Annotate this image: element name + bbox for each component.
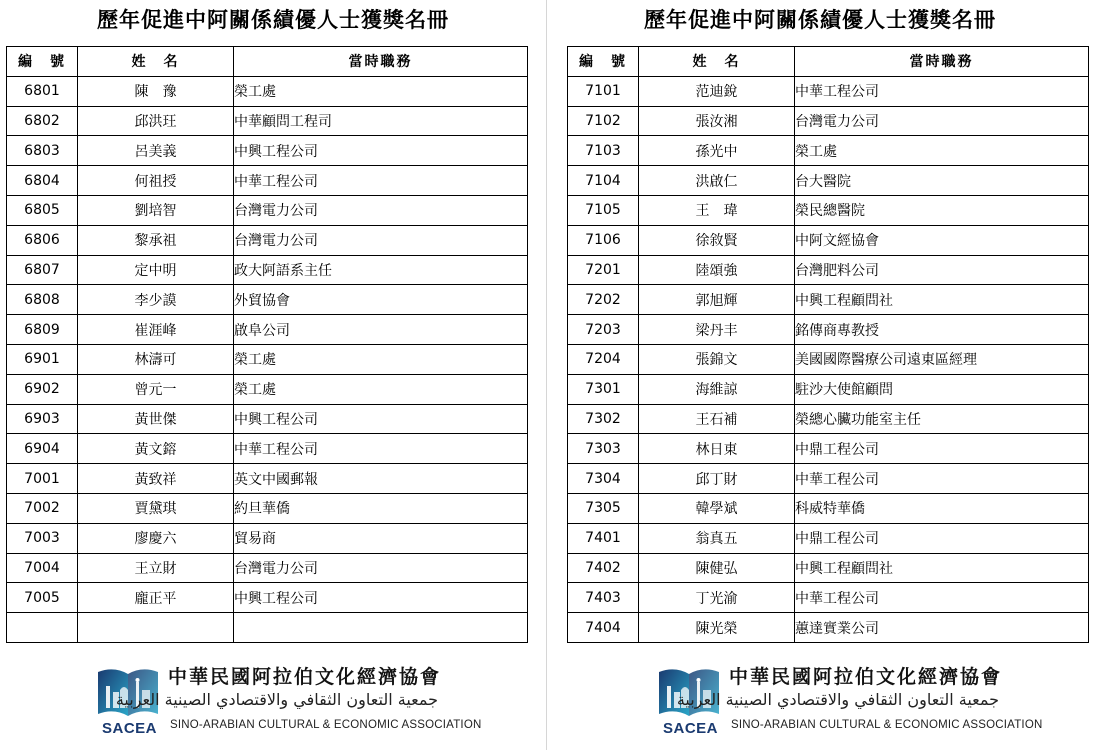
position-cell: 中華工程公司 — [234, 166, 528, 196]
logo-english-name: SINO-ARABIAN CULTURAL & ECONOMIC ASSOCIATION — [731, 719, 1043, 731]
table-row — [568, 404, 1089, 434]
position-cell — [234, 613, 528, 643]
recipient-name-cell: 陳 豫 — [78, 76, 234, 106]
award-number-cell: 6804 — [7, 166, 78, 196]
table-row — [568, 613, 1089, 643]
table-row — [568, 374, 1089, 404]
table-row — [568, 106, 1089, 136]
table-row — [568, 553, 1089, 583]
recipient-name-cell: 劉培智 — [78, 195, 234, 225]
table-header-row — [568, 47, 1089, 77]
table-row — [7, 374, 528, 404]
table-row — [568, 315, 1089, 345]
recipient-name-cell: 郭旭輝 — [639, 285, 795, 315]
recipient-name-cell: 范迪銳 — [639, 76, 795, 106]
award-number-cell: 7005 — [7, 583, 78, 613]
position-cell: 中華顧問工程司 — [234, 106, 528, 136]
association-logo — [96, 662, 482, 740]
award-number-cell: 6903 — [7, 404, 78, 434]
position-cell: 貿易商 — [234, 523, 528, 553]
left-page — [0, 0, 546, 750]
award-number-cell: 7101 — [568, 76, 639, 106]
recipient-name-cell: 張錦文 — [639, 344, 795, 374]
award-number-cell: 7003 — [7, 523, 78, 553]
logo-acronym: SACEA — [663, 720, 719, 737]
association-logo — [657, 662, 1043, 740]
table-row — [7, 523, 528, 553]
recipient-name-cell: 陳健弘 — [639, 553, 795, 583]
table-row — [7, 613, 528, 643]
position-cell: 台灣電力公司 — [234, 553, 528, 583]
recipient-name-cell: 邱丁財 — [639, 464, 795, 494]
table-row — [568, 136, 1089, 166]
award-number-cell: 7301 — [568, 374, 639, 404]
award-number-cell: 7105 — [568, 195, 639, 225]
table-row — [568, 464, 1089, 494]
award-number-cell: 7103 — [568, 136, 639, 166]
table-row — [7, 553, 528, 583]
logo-english-name: SINO-ARABIAN CULTURAL & ECONOMIC ASSOCIATION — [170, 719, 482, 731]
position-cell: 中華工程公司 — [234, 434, 528, 464]
award-number-cell: 7204 — [568, 344, 639, 374]
logo-acronym: SACEA — [102, 720, 158, 737]
position-cell: 台灣電力公司 — [234, 195, 528, 225]
table-row — [7, 136, 528, 166]
recipient-name-cell: 李少謨 — [78, 285, 234, 315]
header-name: 姓 名 — [639, 47, 795, 77]
award-number-cell: 6904 — [7, 434, 78, 464]
recipient-name-cell: 曾元一 — [78, 374, 234, 404]
award-number-cell: 7002 — [7, 493, 78, 523]
table-row — [7, 76, 528, 106]
recipient-name-cell: 王 瑋 — [639, 195, 795, 225]
position-cell: 台灣電力公司 — [234, 225, 528, 255]
award-number-cell: 7303 — [568, 434, 639, 464]
recipient-name-cell: 定中明 — [78, 255, 234, 285]
header-position: 當時職務 — [234, 47, 528, 77]
logo-arabic-name: جمعية التعاون الثقافي والاقتصادي الصينية العربية — [115, 690, 438, 709]
page-title: 歷年促進中阿關係績優人士獲獎名冊 — [644, 7, 996, 32]
table-row — [7, 404, 528, 434]
position-cell: 台灣電力公司 — [795, 106, 1089, 136]
recipient-name-cell: 何祖授 — [78, 166, 234, 196]
position-cell: 約旦華僑 — [234, 493, 528, 523]
award-number-cell: 7404 — [568, 613, 639, 643]
position-cell: 科威特華僑 — [795, 493, 1089, 523]
recipient-name-cell: 張汝湘 — [639, 106, 795, 136]
position-cell: 中興工程公司 — [234, 136, 528, 166]
recipient-name-cell: 黎承祖 — [78, 225, 234, 255]
position-cell: 榮工處 — [234, 344, 528, 374]
recipient-name-cell: 廖慶六 — [78, 523, 234, 553]
header-name: 姓 名 — [78, 47, 234, 77]
table-row — [568, 76, 1089, 106]
recipient-name-cell: 崔涯峰 — [78, 315, 234, 345]
table-row — [568, 166, 1089, 196]
recipient-name-cell: 黃文鎔 — [78, 434, 234, 464]
table-row — [7, 493, 528, 523]
award-number-cell: 7202 — [568, 285, 639, 315]
award-number-cell: 6802 — [7, 106, 78, 136]
logo-chinese-name: 中華民國阿拉伯文化經濟協會 — [729, 666, 1003, 688]
recipient-name-cell: 梁丹丰 — [639, 315, 795, 345]
table-row — [7, 285, 528, 315]
award-number-cell: 6801 — [7, 76, 78, 106]
table-row — [568, 583, 1089, 613]
table-row — [7, 255, 528, 285]
recipient-name-cell — [78, 613, 234, 643]
recipient-name-cell: 黃世傑 — [78, 404, 234, 434]
award-number-cell: 7201 — [568, 255, 639, 285]
award-number-cell: 7001 — [7, 464, 78, 494]
award-number-cell: 6809 — [7, 315, 78, 345]
recipient-name-cell: 黃致祥 — [78, 464, 234, 494]
header-position: 當時職務 — [795, 47, 1089, 77]
table-header-row — [7, 47, 528, 77]
award-number-cell: 6803 — [7, 136, 78, 166]
position-cell: 政大阿語系主任 — [234, 255, 528, 285]
recipient-name-cell: 陳光榮 — [639, 613, 795, 643]
position-cell: 榮工處 — [234, 374, 528, 404]
award-number-cell: 6902 — [7, 374, 78, 404]
recipient-name-cell: 徐敘賢 — [639, 225, 795, 255]
logo-arabic-name: جمعية التعاون الثقافي والاقتصادي الصينية العربية — [676, 690, 999, 709]
award-number-cell: 6808 — [7, 285, 78, 315]
position-cell: 中鼎工程公司 — [795, 434, 1089, 464]
position-cell: 中興工程公司 — [234, 583, 528, 613]
award-roster-table — [6, 46, 528, 643]
header-number: 編 號 — [568, 47, 639, 77]
position-cell: 台大醫院 — [795, 166, 1089, 196]
recipient-name-cell: 邱洪玨 — [78, 106, 234, 136]
table-row — [568, 344, 1089, 374]
award-number-cell: 6806 — [7, 225, 78, 255]
recipient-name-cell: 洪啟仁 — [639, 166, 795, 196]
recipient-name-cell: 陸頌強 — [639, 255, 795, 285]
award-number-cell: 6805 — [7, 195, 78, 225]
table-row — [568, 493, 1089, 523]
recipient-name-cell: 王石補 — [639, 404, 795, 434]
table-row — [7, 195, 528, 225]
recipient-name-cell: 賈黛琪 — [78, 493, 234, 523]
position-cell: 中華工程公司 — [795, 464, 1089, 494]
position-cell: 銘傳商專教授 — [795, 315, 1089, 345]
position-cell: 中興工程顧問社 — [795, 285, 1089, 315]
award-number-cell: 6901 — [7, 344, 78, 374]
position-cell: 外貿協會 — [234, 285, 528, 315]
recipient-name-cell: 呂美義 — [78, 136, 234, 166]
award-number-cell: 7106 — [568, 225, 639, 255]
recipient-name-cell: 孫光中 — [639, 136, 795, 166]
recipient-name-cell: 林濤可 — [78, 344, 234, 374]
award-number-cell: 7203 — [568, 315, 639, 345]
award-number-cell: 7403 — [568, 583, 639, 613]
award-roster-table — [567, 46, 1089, 643]
award-number-cell: 7401 — [568, 523, 639, 553]
table-row — [568, 225, 1089, 255]
table-row — [7, 344, 528, 374]
position-cell: 美國國際醫療公司遠東區經理 — [795, 344, 1089, 374]
position-cell: 台灣肥料公司 — [795, 255, 1089, 285]
award-number-cell: 7302 — [568, 404, 639, 434]
award-number-cell: 7104 — [568, 166, 639, 196]
table-row — [7, 434, 528, 464]
award-number-cell: 7305 — [568, 493, 639, 523]
award-number-cell: 7004 — [7, 553, 78, 583]
position-cell: 榮總心臟功能室主任 — [795, 404, 1089, 434]
recipient-name-cell: 翁真五 — [639, 523, 795, 553]
position-cell: 中鼎工程公司 — [795, 523, 1089, 553]
right-page — [547, 0, 1093, 750]
recipient-name-cell: 丁光渝 — [639, 583, 795, 613]
header-number: 編 號 — [7, 47, 78, 77]
award-number-cell: 7304 — [568, 464, 639, 494]
recipient-name-cell: 王立財 — [78, 553, 234, 583]
position-cell: 啟阜公司 — [234, 315, 528, 345]
recipient-name-cell: 龐正平 — [78, 583, 234, 613]
award-number-cell — [7, 613, 78, 643]
table-row — [568, 255, 1089, 285]
position-cell: 中興工程顧問社 — [795, 553, 1089, 583]
table-row — [7, 225, 528, 255]
table-row — [568, 434, 1089, 464]
award-number-cell: 7102 — [568, 106, 639, 136]
position-cell: 中興工程公司 — [234, 404, 528, 434]
position-cell: 蕙達實業公司 — [795, 613, 1089, 643]
table-row — [7, 106, 528, 136]
position-cell: 榮工處 — [795, 136, 1089, 166]
table-row — [7, 583, 528, 613]
position-cell: 駐沙大使館顧問 — [795, 374, 1089, 404]
page-title: 歷年促進中阿關係績優人士獲獎名冊 — [97, 7, 449, 32]
position-cell: 中阿文經協會 — [795, 225, 1089, 255]
logo-chinese-name: 中華民國阿拉伯文化經濟協會 — [168, 666, 442, 688]
table-row — [7, 464, 528, 494]
award-number-cell: 7402 — [568, 553, 639, 583]
position-cell: 榮工處 — [234, 76, 528, 106]
recipient-name-cell: 林日東 — [639, 434, 795, 464]
award-number-cell: 6807 — [7, 255, 78, 285]
position-cell: 中華工程公司 — [795, 583, 1089, 613]
table-row — [7, 315, 528, 345]
recipient-name-cell: 韓學斌 — [639, 493, 795, 523]
position-cell: 榮民總醫院 — [795, 195, 1089, 225]
position-cell: 英文中國郵報 — [234, 464, 528, 494]
recipient-name-cell: 海維諒 — [639, 374, 795, 404]
table-row — [568, 285, 1089, 315]
table-row — [568, 523, 1089, 553]
table-row — [7, 166, 528, 196]
position-cell: 中華工程公司 — [795, 76, 1089, 106]
table-row — [568, 195, 1089, 225]
